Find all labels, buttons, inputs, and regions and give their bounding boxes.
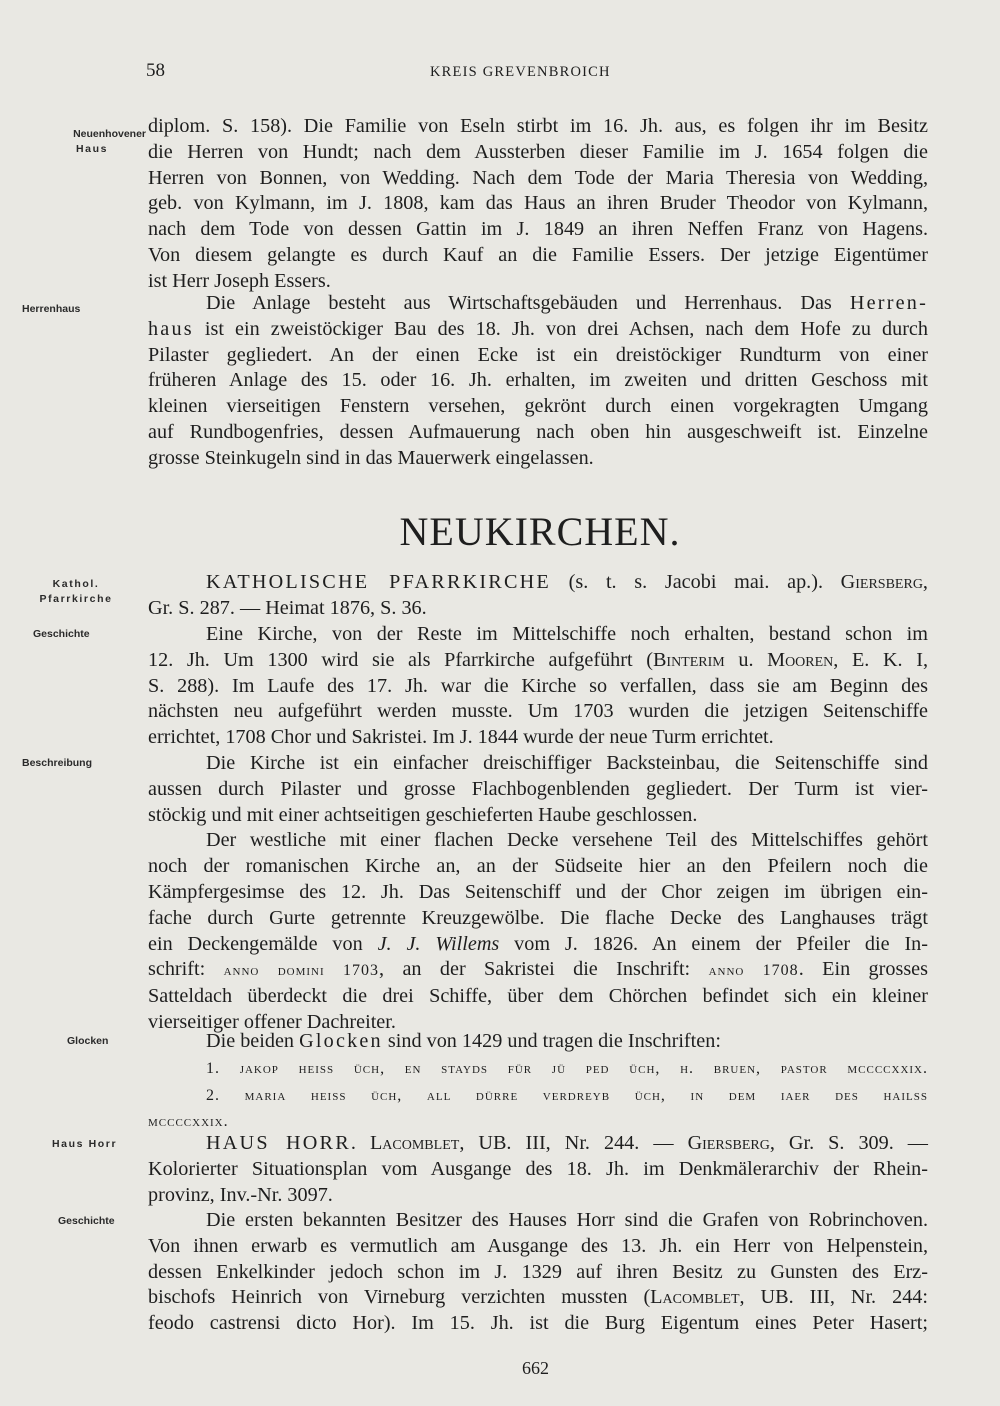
text-run: Giersberg — [687, 1132, 770, 1154]
text-line: Satteldach überdeckt die drei Schiffe, über dem Chörchen befindet sich ein kleiner — [148, 985, 928, 1008]
text-run: . — [350, 1132, 370, 1154]
text-line: Herren von Bonnen, von Wedding. Nach dem Tode der Maria Theresia von Wedding, — [148, 166, 928, 189]
text-line: Von diesem gelangte es durch Kauf an die Familie Essers. Der jetzige Eigentümer — [148, 243, 928, 266]
margin-note-beschreibung: Beschreibung — [22, 757, 93, 769]
text-line: S. 288). Im Laufe des 17. Jh. war die Kirche so verfallen, dass sie am Beginn des — [148, 674, 928, 697]
paragraph-haus-horr — [148, 1131, 928, 1208]
text-line: geb. von Kylmann, im J. 1808, kam das Haus an ihren Bruder Theodor von Kylmann, — [148, 192, 928, 215]
text-line: kleinen vierseitigen Fenstern versehen, gekrönt durch einen vorgekragten Umgang — [148, 395, 928, 418]
text-line: Die ersten bekannten Besitzer des Hauses Horr sind die Grafen von Robrinchoven. — [206, 1209, 928, 1231]
text-line: früheren Anlage des 15. oder 16. Jh. erhalten, im zweiten und dritten Geschoss mit — [148, 369, 928, 392]
text-run: , E. K. I, — [833, 648, 928, 671]
text-run: bischofs Heinrich von Virneburg verzichten mussten ( — [148, 1286, 651, 1309]
text-run: , an der Sakristei die Inschrift: — [379, 958, 709, 981]
paragraph-horr-geschichte — [148, 1208, 928, 1337]
inscription-line — [148, 1055, 928, 1082]
text-line: fache durch Gurte getrennte Kreuzgewölbe. Die flache Decke des Langhauses trägt — [148, 906, 928, 929]
text-run: 2. maria heiss üch, all dürre verdreyb üch, in dem iaer des hailss — [206, 1086, 928, 1104]
text-run: u. — [724, 648, 768, 671]
text-line: stöckig und mit einer achtseitigen geschieferten Haube geschlossen. — [148, 803, 698, 826]
paragraph-herrenhaus — [148, 291, 928, 472]
text-run: J. J. Willems — [377, 932, 500, 955]
text-run: Glocken — [299, 1030, 383, 1052]
text-line: Eine Kirche, von der Reste im Mittelschiffe noch erhalten, bestand schon im — [206, 623, 928, 645]
text-line — [148, 648, 928, 674]
text-run: mccccxxix. — [148, 1113, 229, 1131]
text-run: Die beiden — [206, 1030, 300, 1052]
text-run: , Gr. S. 309. — — [769, 1132, 928, 1154]
text-run: (s. t. s. Jacobi mai. ap.). — [550, 571, 841, 593]
text-line — [148, 317, 928, 343]
inscription-line — [148, 1082, 928, 1109]
margin-note-haus-horr: Haus Horr — [52, 1138, 118, 1150]
text-run: 12. Jh. Um 1300 wird sie als Pfarrkirche aufgeführt ( — [148, 648, 653, 671]
margin-line: Pfarrkirche — [39, 593, 113, 605]
margin-note-kathol-pfarrkirche — [16, 577, 136, 607]
margin-note-herrenhaus: Herrenhaus — [22, 303, 81, 315]
text-line: vierseitiger offener Dachreiter. — [148, 1010, 396, 1033]
text-run: anno domini 1703 — [223, 962, 379, 980]
text-line — [148, 1285, 928, 1311]
text-line: Von ihnen erwarb es vermutlich am Ausgange des 13. Jh. ein Herr von Helpenstein, — [148, 1234, 928, 1257]
margin-note-neuenhovener-haus — [18, 127, 146, 157]
running-title: KREIS GREVENBROICH — [430, 64, 611, 80]
section-heading: NEUKIRCHEN. — [399, 509, 681, 554]
paragraph-kirche-geschichte — [148, 622, 928, 751]
page-number: 58 — [146, 60, 165, 81]
text-line: provinz, Inv.-Nr. 3097. — [148, 1183, 333, 1206]
text-run: vom J. 1826. An einem der Pfeiler die In- — [499, 932, 929, 955]
text-line: diplom. S. 158). Die Familie von Eseln stirbt im 16. Jh. aus, es folgen ihr im Besitz — [148, 115, 928, 137]
text-line: ist Herr Joseph Essers. — [148, 269, 331, 292]
text-line: dessen Enkelkinder jedoch schon im J. 1329 auf ihren Besitz zu Gunsten des Erz- — [148, 1260, 928, 1283]
paragraph-neuenhoven-history — [148, 114, 928, 295]
text-line: die Herren von Hundt; nach dem Aussterben dieser Familie im J. 1654 folgen die — [148, 140, 928, 163]
margin-note-geschichte-2: Geschichte — [58, 1215, 115, 1227]
text-run: schrift: — [148, 958, 224, 981]
text-run: Herren- — [849, 292, 928, 314]
text-run: Mooren — [767, 648, 834, 671]
text-line: Gr. S. 287. — Heimat 1876, S. 36. — [148, 596, 427, 619]
text-run: ein Deckengemälde von — [148, 932, 378, 955]
text-line: grosse Steinkugeln sind in das Mauerwerk eingelassen. — [148, 446, 594, 469]
margin-note-geschichte: Geschichte — [33, 628, 90, 640]
text-line: Kolorierter Situationsplan vom Ausgange des 18. Jh. im Denkmälerarchiv der Rhein- — [148, 1157, 928, 1180]
text-run: , UB. III, Nr. 244: — [739, 1286, 928, 1309]
paragraph-glocken — [148, 1029, 928, 1135]
text-run: Lacomblet — [369, 1132, 460, 1154]
text-line — [148, 932, 928, 958]
text-run: sind von 1429 und tragen die Inschriften: — [382, 1030, 721, 1052]
text-line — [148, 1029, 928, 1055]
text-run: KATHOLISCHE PFARRKIRCHE — [206, 571, 551, 593]
text-run: haus — [148, 317, 194, 340]
paragraph-beschreibung — [148, 751, 928, 1036]
text-run: 1. jakop heiss üch, en stayds für jü ped üch, h. bruen, pastor mccccxxix. — [206, 1059, 928, 1077]
text-run: HAUS HORR — [206, 1132, 351, 1154]
margin-line: Neuenhovener — [73, 128, 146, 140]
text-line: nächsten neu aufgeführt werden musste. Um 1703 wurden die jetzigen Seitenschiffe — [148, 700, 928, 723]
text-line: errichtet, 1708 Chor und Sakristei. Im J. 1844 wurde der neue Turm errichtet. — [148, 726, 774, 749]
text-run: Die Anlage besteht aus Wirtschaftsgebäuden und Herrenhaus. Das — [206, 292, 850, 314]
text-line: nach dem Tode von dessen Gattin im J. 1849 an ihren Neffen Franz von Hagens. — [148, 218, 928, 241]
text-run: ist ein zweistöckiger Bau des 18. Jh. von drei Achsen, nach dem Hofe zu durch — [193, 317, 928, 340]
text-line: noch der romanischen Kirche an, an der Südseite hier an den Pfeilern noch die — [148, 855, 928, 878]
text-line — [148, 957, 928, 984]
text-run: , UB. III, Nr. 244. — — [459, 1132, 688, 1154]
text-line: feodo castrensi dicto Hor). Im 15. Jh. ist die Burg Eigentum eines Peter Hasert; — [148, 1312, 928, 1335]
text-run: Lacomblet — [650, 1286, 740, 1309]
text-line: Die Kirche ist ein einfacher dreischiffiger Backsteinbau, die Seitenschiffe sind — [206, 752, 928, 774]
text-line — [148, 570, 928, 596]
text-line: Pilaster gegliedert. An der einen Ecke ist ein dreistöckiger Rundturm von einer — [148, 343, 928, 366]
paragraph-kirche-references — [148, 570, 928, 622]
margin-line: Kathol. — [52, 578, 100, 590]
text-line: Der westliche mit einer flachen Decke versehene Teil des Mittelschiffes gehört — [206, 829, 928, 852]
footer-page-number: 662 — [522, 1358, 549, 1378]
text-line: auf Rundbogenfries, dessen Aufmauerung nach oben hin ausgeschweift ist. Einzelne — [148, 420, 928, 443]
text-line: aussen durch Pilaster und grosse Flachbogenblenden gegliedert. Der Turm ist vier- — [148, 777, 928, 800]
text-line — [148, 1131, 928, 1157]
text-line — [148, 291, 928, 317]
text-line: Kämpfergesimse des 12. Jh. Das Seitenschiff und der Chor zeigen im übrigen ein- — [148, 880, 928, 903]
margin-line: Haus — [75, 143, 109, 155]
text-run: Binterim — [652, 648, 725, 671]
text-run: anno 1708 — [708, 962, 799, 980]
text-run: . Ein grosses — [798, 958, 928, 981]
margin-note-glocken: Glocken — [67, 1035, 109, 1047]
text-run: Giersberg, — [840, 571, 928, 593]
